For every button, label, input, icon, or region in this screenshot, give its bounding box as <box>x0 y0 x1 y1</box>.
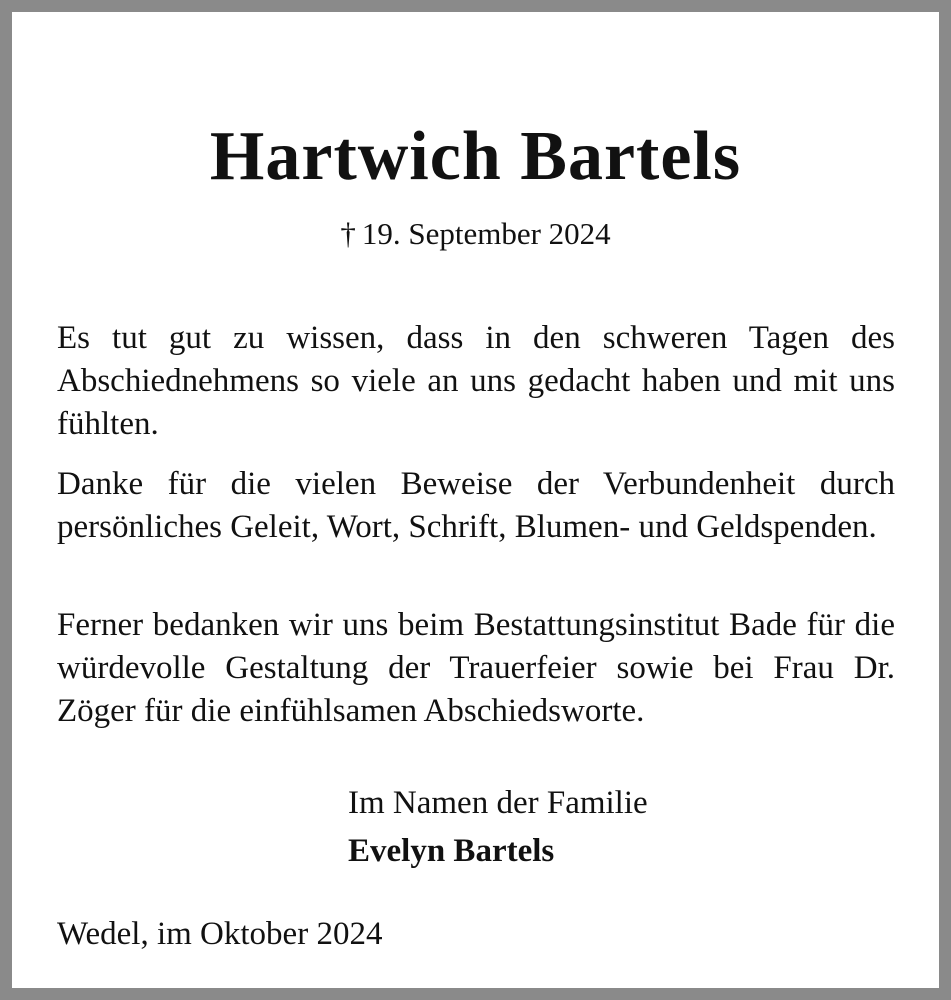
signature-name: Evelyn Bartels <box>348 833 555 869</box>
death-date-line <box>12 212 939 256</box>
death-date: 19. September 2024 <box>361 216 611 251</box>
deceased-name: Hartwich Bartels <box>209 118 742 195</box>
thanks-paragraph-2: Danke für die vielen Beweise der Verbundenheit durch persönliches Geleit, Wort, Schrift, Blumen- und Geldspenden. <box>57 466 895 545</box>
place-date: Wedel, im Oktober 2024 <box>57 916 383 952</box>
signature-line: Im Namen der Familie <box>348 785 648 821</box>
signature-block <box>348 779 648 875</box>
thanks-paragraph-3: Ferner bedanken wir uns beim Bestattungsinstitut Bade für die würdevolle Gestaltung der Trauerfeier sowie bei Frau Dr. Zöger für die einfühlsamen Abschiedsworte. <box>57 607 895 729</box>
cross-icon: † <box>340 216 356 251</box>
thanks-paragraph-1: Es tut gut zu wissen, dass in den schweren Tagen des Abschiednehmens so viele an uns gedacht haben und mit uns fühlten. <box>57 320 895 442</box>
